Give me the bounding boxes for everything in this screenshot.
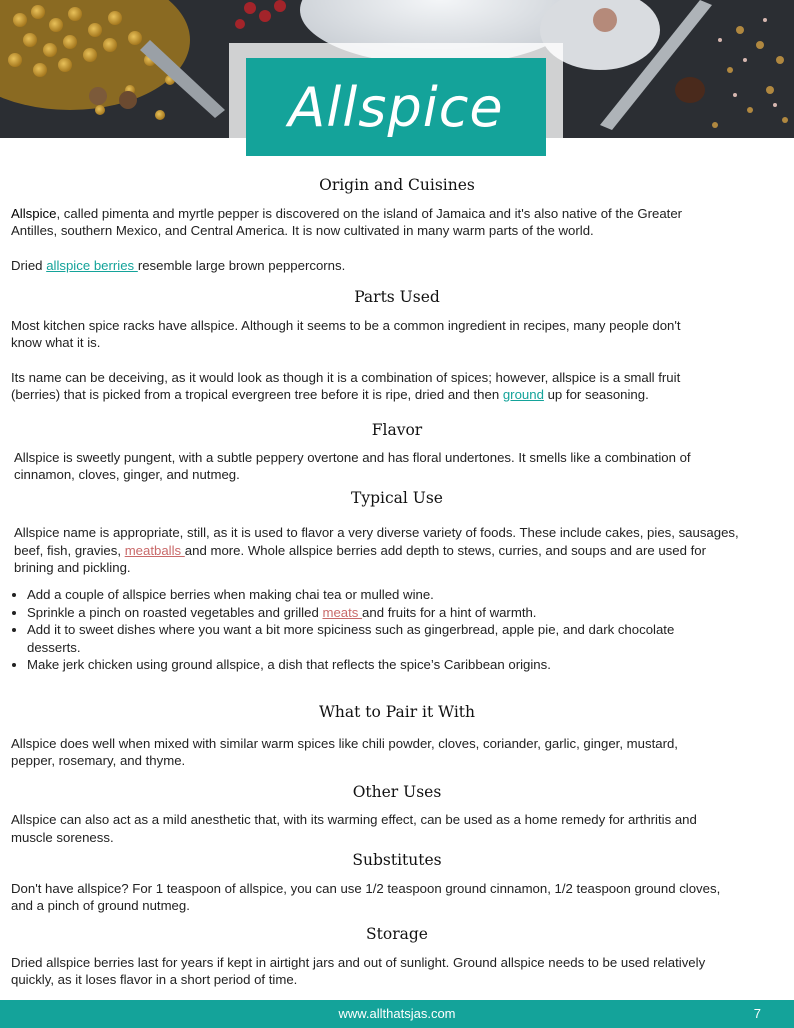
substitutes-line-2: and a pinch of ground nutmeg. <box>11 898 190 913</box>
typical-line-1: Allspice name is appropriate, still, as it is used to flavor a very diverse variety of foods. These include cakes, pies, sausages, <box>14 525 739 540</box>
origin-bold-term: Allspice <box>11 206 57 221</box>
meatballs-link[interactable]: meatballs <box>124 543 185 558</box>
parts-line-3: Its name can be deceiving, as it would look as though it is a combination of spices; however, allspice is a small fruit <box>11 370 681 385</box>
page-title: Allspice <box>288 75 504 139</box>
heading-substitutes: Substitutes <box>352 851 442 869</box>
typical-use-list <box>11 586 674 674</box>
heading-origin: Origin and Cuisines <box>319 176 475 194</box>
flavor-line-1: Allspice is sweetly pungent, with a subtle peppery overtone and has floral undertones. It smells like a combination of <box>14 450 691 465</box>
meats-link[interactable]: meats <box>322 604 363 620</box>
footer-url[interactable]: www.allthatsjas.com <box>338 1006 456 1021</box>
list-item: • Make jerk chicken using ground allspice, a dish that reflects the spice’s Caribbean origins. <box>27 656 674 674</box>
heading-parts-used: Parts Used <box>354 288 440 306</box>
parts-text-post: up for seasoning. <box>543 387 649 402</box>
bullet-text-line2: desserts. <box>27 639 81 655</box>
parts-line-4 <box>11 386 649 404</box>
pair-line-2: pepper, rosemary, and thyme. <box>11 753 186 768</box>
pair-line-1: Allspice does well when mixed with similar warm spices like chili powder, cloves, coriander, garlic, ginger, mustard, <box>11 736 678 751</box>
bullet-text-line1: Add it to sweet dishes where you want a bit more spiciness such as gingerbread, apple pie, and dark chocolate <box>27 622 675 637</box>
list-item <box>27 604 674 622</box>
ground-link[interactable]: ground <box>502 387 544 402</box>
storage-line-1: Dried allspice berries last for years if kept in airtight jars and out of sunlight. Ground allspice needs to be used relatively <box>11 955 706 970</box>
heading-flavor: Flavor <box>371 421 423 439</box>
origin-text-post: resemble large brown peppercorns. <box>137 258 346 273</box>
typical-line-2 <box>14 542 706 560</box>
origin-line-2: Antilles, southern Mexico, and Central America. It is now cultivated in many warm parts of the world. <box>11 223 594 238</box>
heading-storage: Storage <box>366 925 428 943</box>
allspice-berries-link[interactable]: allspice berries <box>46 258 138 273</box>
typical-text-pre: beef, fish, gravies, <box>14 543 125 558</box>
other-line-1: Allspice can also act as a mild anesthetic that, with its warming effect, can be used as a home remedy for arthritis and <box>11 812 697 827</box>
typical-line-3: brining and pickling. <box>14 560 131 575</box>
parts-text-pre: (berries) that is picked from a tropical evergreen tree before it is ripe, dried and then <box>11 387 503 402</box>
parts-line-1: Most kitchen spice racks have allspice. Although it seems to be a common ingredient in recipes, many people don't <box>11 318 681 333</box>
page-number: 7 <box>753 1006 761 1021</box>
parts-line-2: know what it is. <box>11 335 101 350</box>
origin-text-pre: Dried <box>11 258 47 273</box>
flavor-line-2: cinnamon, cloves, ginger, and nutmeg. <box>14 467 240 482</box>
footer-bar <box>0 1000 794 1028</box>
origin-line-1 <box>11 205 682 223</box>
list-item <box>27 621 674 656</box>
heading-other-uses: Other Uses <box>352 783 442 801</box>
other-line-2: muscle soreness. <box>11 830 114 845</box>
heading-pair: What to Pair it With <box>318 703 475 721</box>
origin-line-3 <box>11 257 345 275</box>
bullet-text-pre: Sprinkle a pinch on roasted vegetables and grilled <box>27 604 323 620</box>
storage-line-2: quickly, as it loses flavor in a short period of time. <box>11 972 298 987</box>
title-banner <box>246 58 546 156</box>
bullet-text-post: and fruits for a hint of warmth. <box>362 604 537 620</box>
heading-typical-use: Typical Use <box>351 489 443 507</box>
list-item: • Add a couple of allspice berries when making chai tea or mulled wine. <box>27 586 674 604</box>
origin-text-1: , called pimenta and myrtle pepper is discovered on the island of Jamaica and it's also native of the Greater <box>56 206 683 221</box>
substitutes-line-1: Don't have allspice? For 1 teaspoon of allspice, you can use 1/2 teaspoon ground cinnamon, 1/2 teaspoon ground cloves, <box>11 881 721 896</box>
typical-text-post: and more. Whole allspice berries add depth to stews, curries, and soups and are used for <box>184 543 706 558</box>
